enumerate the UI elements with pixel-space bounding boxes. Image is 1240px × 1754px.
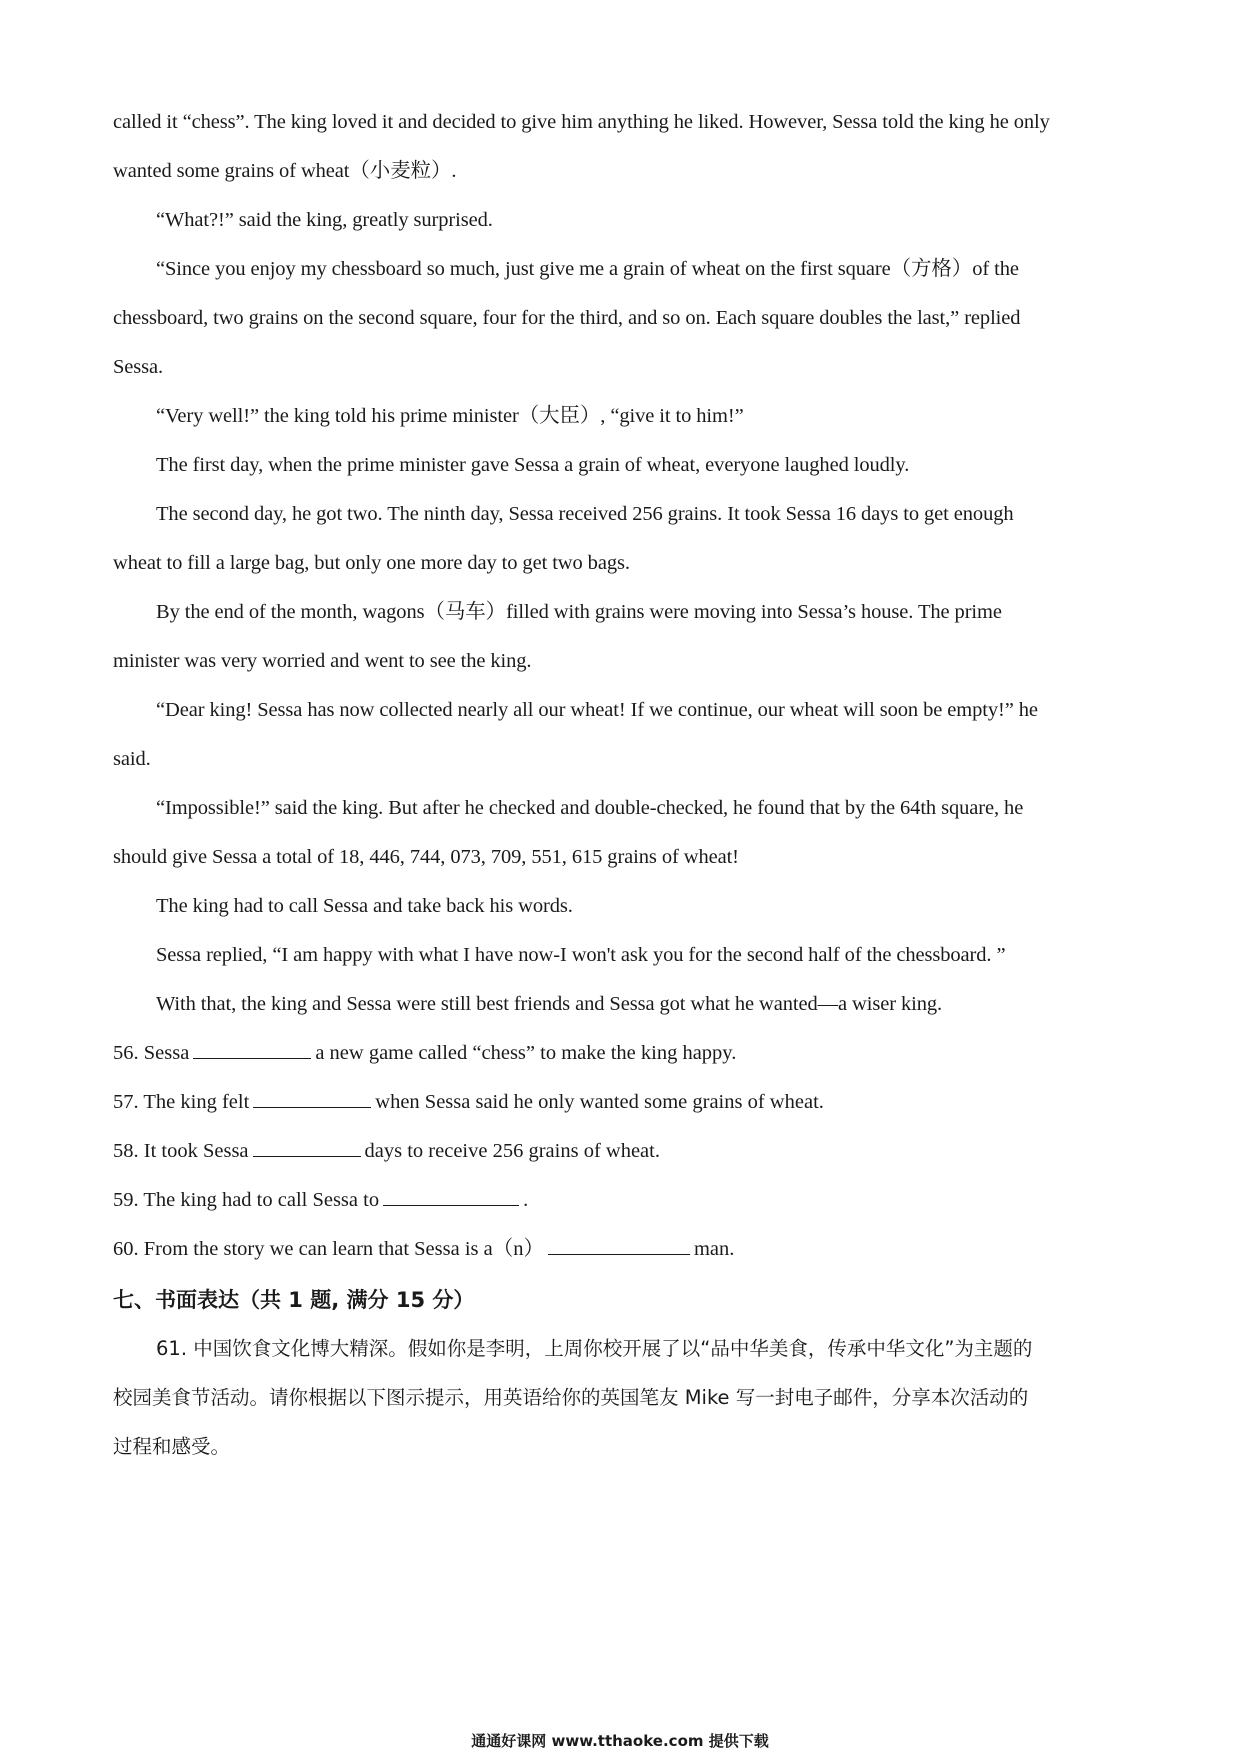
question-text: 58. It took Sessa: [113, 1140, 249, 1162]
question-58: [113, 1127, 1133, 1176]
passage-paragraph: The king had to call Sessa and take back his words.: [156, 895, 573, 917]
passage-paragraph: “Very well!” the king told his prime minister（大臣）, “give it to him!”: [156, 405, 744, 427]
question-text: .: [523, 1189, 529, 1211]
passage-paragraph: The second day, he got two. The ninth day, Sessa received 256 grains. It took Sessa 16 days to get enough: [156, 503, 1014, 525]
page-footer: 通通好课网 www.tthaoke.com 提供下载: [471, 1732, 769, 1750]
passage-line: Sessa.: [113, 356, 164, 378]
passage-paragraph: By the end of the month, wagons（马车）filled with grains were moving into Sessa’s house. The prime: [156, 601, 1002, 623]
passage-paragraph: The first day, when the prime minister gave Sessa a grain of wheat, everyone laughed loudly.: [156, 454, 910, 476]
question-text: a new game called “chess” to make the king happy.: [315, 1042, 737, 1064]
passage-line: said.: [113, 748, 151, 770]
writing-prompt-line: 过程和感受。: [113, 1435, 231, 1458]
document-page: [113, 98, 1133, 1471]
question-text: man.: [693, 1238, 735, 1260]
question-text: 57. The king felt: [113, 1091, 250, 1113]
answer-blank[interactable]: [253, 1138, 361, 1157]
writing-prompt-line: 61. 中国饮食文化博大精深。假如你是李明，上周你校开展了以“品中华美食，传承中华文化”为主题的: [156, 1337, 1033, 1360]
answer-blank[interactable]: [548, 1236, 690, 1255]
question-text: 60. From the story we can learn that Sessa is a（n）: [113, 1238, 544, 1260]
passage-paragraph: Sessa replied, “I am happy with what I have now-I won't ask you for the second half of the chessboard. ”: [156, 944, 1006, 966]
answer-blank[interactable]: [253, 1089, 371, 1108]
writing-prompt-line: 校园美食节活动。请你根据以下图示提示，用英语给你的英国笔友 Mike 写一封电子邮件，分享本次活动的: [113, 1386, 1029, 1409]
passage-paragraph: “Dear king! Sessa has now collected nearly all our wheat! If we continue, our wheat will soon be empty!” he: [156, 699, 1038, 721]
passage-line: should give Sessa a total of 18, 446, 744, 073, 709, 551, 615 grains of wheat!: [113, 846, 739, 868]
question-60: [113, 1225, 1133, 1274]
question-text: 59. The king had to call Sessa to: [113, 1189, 380, 1211]
question-text: days to receive 256 grains of wheat.: [364, 1140, 660, 1162]
passage-line: wanted some grains of wheat（小麦粒）.: [113, 160, 457, 182]
passage-line: called it “chess”. The king loved it and decided to give him anything he liked. However, Sessa told the king he only: [113, 111, 1050, 133]
passage-line: minister was very worried and went to see the king.: [113, 650, 532, 672]
passage-paragraph: “What?!” said the king, greatly surprised.: [156, 209, 493, 231]
passage-paragraph: “Impossible!” said the king. But after he checked and double-checked, he found that by the 64th square, he: [156, 797, 1024, 819]
passage-line: wheat to fill a large bag, but only one more day to get two bags.: [113, 552, 630, 574]
question-59: [113, 1176, 1133, 1225]
section-title: 七、书面表达（共 1 题, 满分 15 分）: [113, 1288, 475, 1312]
answer-blank[interactable]: [383, 1187, 519, 1206]
question-57: [113, 1078, 1133, 1127]
passage-line: chessboard, two grains on the second square, four for the third, and so on. Each square doubles the last,” replied: [113, 307, 1021, 329]
passage-paragraph: With that, the king and Sessa were still best friends and Sessa got what he wanted—a wiser king.: [156, 993, 943, 1015]
answer-blank[interactable]: [193, 1040, 311, 1059]
question-text: when Sessa said he only wanted some grains of wheat.: [375, 1091, 824, 1113]
passage-paragraph: “Since you enjoy my chessboard so much, just give me a grain of wheat on the first square（方格）of the: [156, 258, 1019, 280]
question-text: 56. Sessa: [113, 1042, 190, 1064]
question-56: [113, 1029, 1133, 1078]
